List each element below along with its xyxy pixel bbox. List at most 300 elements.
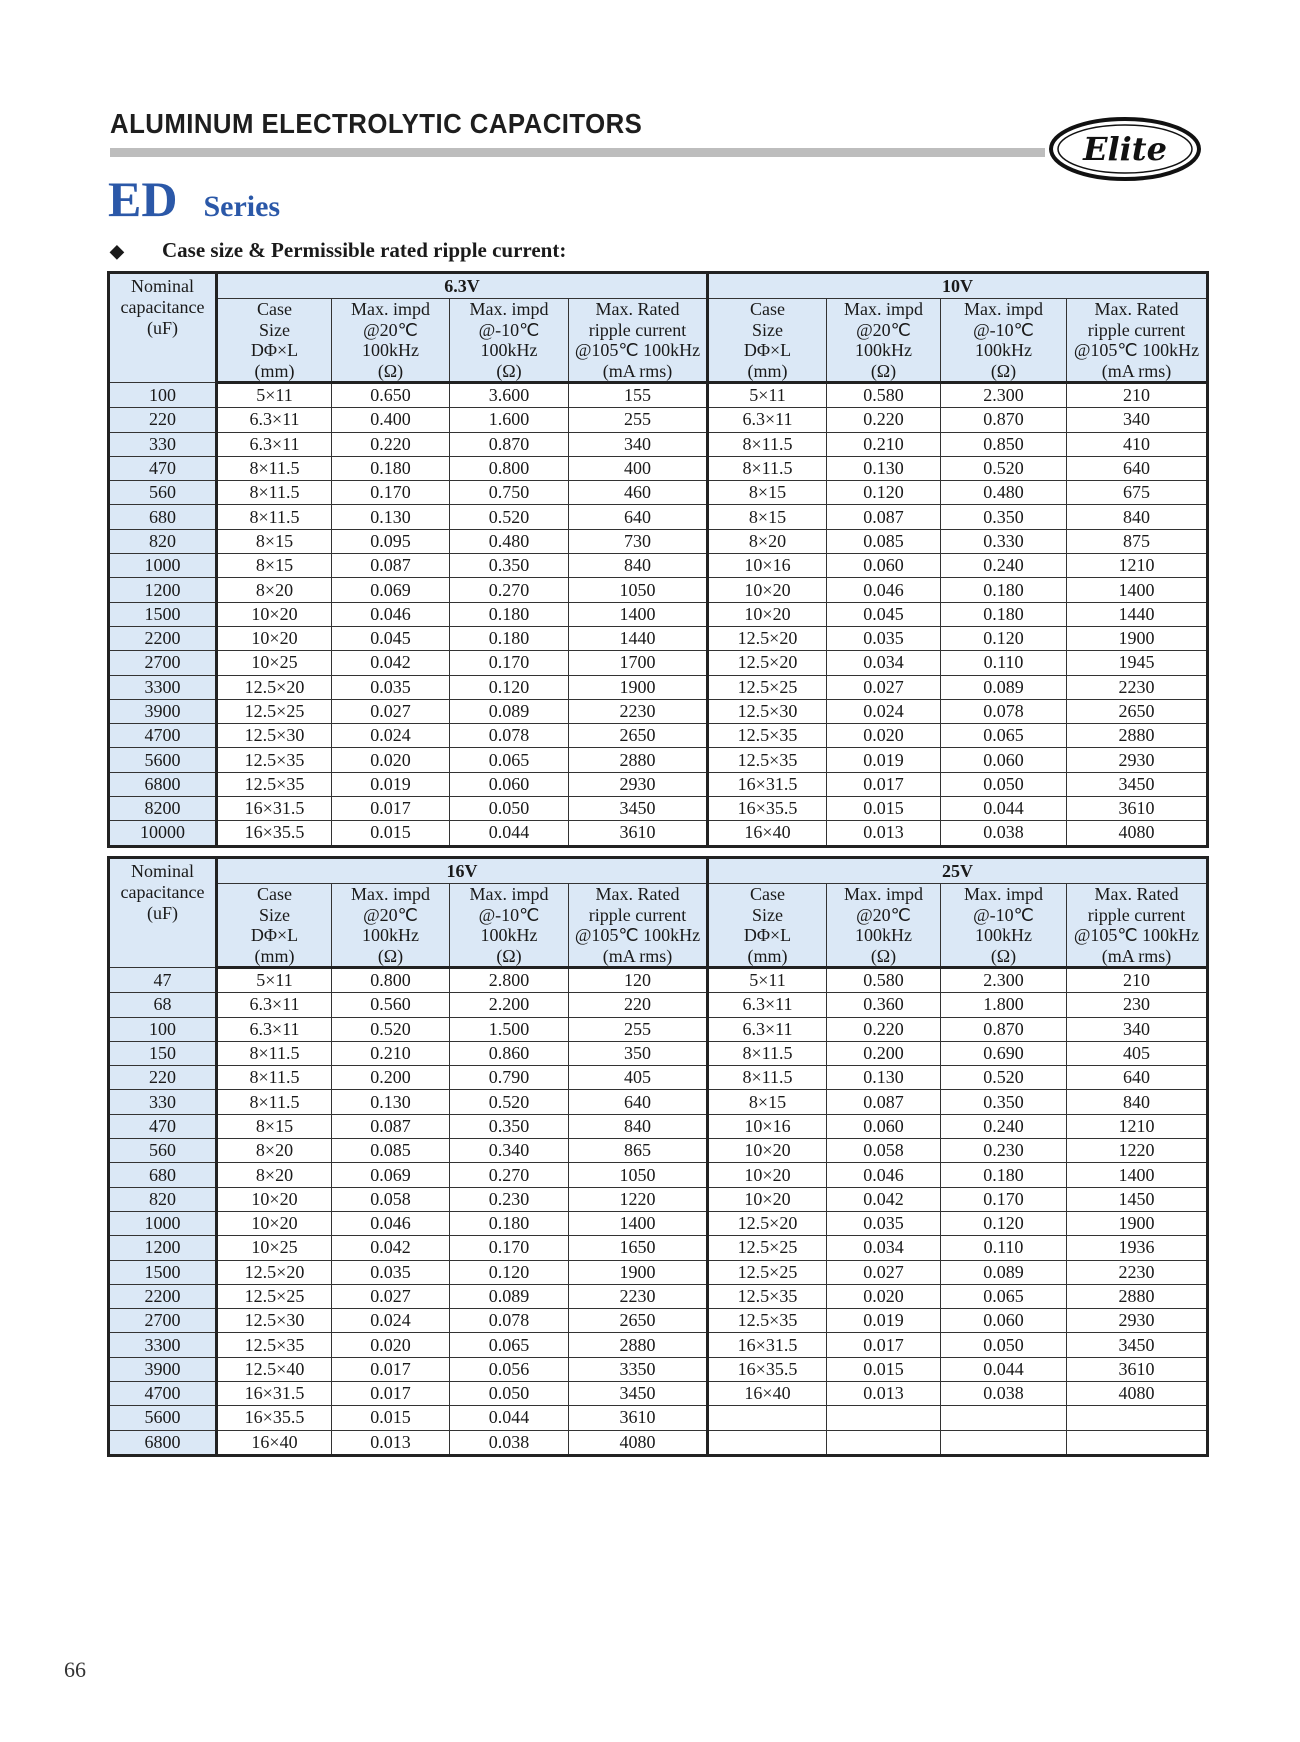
header-line: ripple current [588, 904, 687, 925]
voltage-header: 10V [708, 273, 1208, 299]
table-cell: 0.042 [332, 651, 450, 675]
table-row [109, 1357, 1208, 1381]
table-cell: 2230 [569, 1284, 708, 1308]
series-word: Series [203, 190, 281, 223]
table-cell: 0.056 [450, 1357, 569, 1381]
header-line: DΦ×L [743, 340, 792, 360]
table-row [109, 968, 1208, 993]
table-cell: 400 [569, 456, 708, 480]
table-cell: 3610 [1067, 1357, 1208, 1381]
table-cell: 0.180 [941, 1163, 1067, 1187]
table-cell: 0.089 [450, 699, 569, 723]
table-cell [708, 1430, 827, 1455]
header-line: Max. impd [844, 884, 923, 904]
table-cell: 10×25 [217, 1236, 332, 1260]
table-row [109, 1284, 1208, 1308]
table-cell: 840 [569, 554, 708, 578]
table-cell: 0.480 [941, 481, 1067, 505]
table-row [109, 432, 1208, 456]
spec-table-1 [107, 271, 1209, 848]
table-cell: 0.017 [827, 772, 941, 796]
header-line: @20℃ [856, 319, 911, 340]
table-cell: 5×11 [217, 968, 332, 993]
table-cell: 230 [1067, 993, 1208, 1017]
table-row [109, 651, 1208, 675]
table-cell: 0.230 [450, 1187, 569, 1211]
header-line: (mA rms) [1101, 945, 1172, 966]
header-line: Max. impd [844, 299, 923, 319]
table-cell: 6.3×11 [708, 408, 827, 432]
table-cell: 0.035 [827, 626, 941, 650]
capacitance-cell: 680 [109, 505, 217, 529]
table-cell: 0.065 [941, 1284, 1067, 1308]
table-cell: 10×20 [708, 1139, 827, 1163]
header-line: Max. impd [469, 299, 549, 319]
header-line: Case [750, 299, 785, 319]
table-cell: 6.3×11 [708, 1017, 827, 1041]
table-cell: 640 [1067, 456, 1208, 480]
table-cell: 8×11.5 [708, 1066, 827, 1090]
table-cell: 12.5×20 [708, 651, 827, 675]
table-cell: 8×11.5 [708, 456, 827, 480]
header-line: Size [752, 904, 783, 925]
table-cell: 255 [569, 1017, 708, 1041]
table-cell: 0.045 [332, 626, 450, 650]
table-cell: 12.5×35 [708, 1309, 827, 1333]
table-cell: 0.020 [332, 1333, 450, 1357]
header-line: 100kHz [975, 340, 1032, 360]
table-cell: 0.020 [827, 724, 941, 748]
section-title-text: Case size & Permissible rated ripple current: [162, 238, 567, 262]
impd-minus10c-header [941, 884, 1067, 968]
table-cell: 0.240 [941, 1114, 1067, 1138]
table-cell: 410 [1067, 432, 1208, 456]
table-cell: 0.058 [332, 1187, 450, 1211]
table-cell: 8×11.5 [217, 1066, 332, 1090]
table-cell: 0.065 [450, 748, 569, 772]
table-cell: 0.046 [332, 1211, 450, 1235]
case-size-header [708, 299, 827, 383]
table-row [109, 772, 1208, 796]
table-cell: 0.210 [827, 432, 941, 456]
table-cell: 12.5×35 [217, 772, 332, 796]
table-cell: 0.046 [827, 1163, 941, 1187]
table-cell: 3610 [569, 821, 708, 846]
table-row [109, 675, 1208, 699]
table-cell: 0.060 [941, 748, 1067, 772]
capacitance-cell: 2200 [109, 626, 217, 650]
capacitance-cell: 220 [109, 1066, 217, 1090]
table-cell [941, 1406, 1067, 1430]
table-cell: 2230 [1067, 675, 1208, 699]
table-cell: 0.400 [332, 408, 450, 432]
table-cell: 0.520 [450, 505, 569, 529]
table-cell: 1.600 [450, 408, 569, 432]
table-cell: 2880 [569, 748, 708, 772]
header-rule [110, 148, 1045, 157]
table-cell: 1450 [1067, 1187, 1208, 1211]
table-cell: 0.180 [450, 602, 569, 626]
table-cell: 0.020 [827, 1284, 941, 1308]
table-cell: 0.017 [827, 1333, 941, 1357]
table-cell: 210 [1067, 968, 1208, 993]
header-line: (Ω) [870, 945, 897, 966]
table-cell: 0.800 [450, 456, 569, 480]
table-cell: 3350 [569, 1357, 708, 1381]
table-cell: 0.019 [827, 1309, 941, 1333]
table-cell: 6.3×11 [217, 408, 332, 432]
header-line: Max. impd [351, 299, 430, 319]
table-row [109, 797, 1208, 821]
table-cell: 10×20 [217, 1211, 332, 1235]
table-cell: 0.200 [827, 1041, 941, 1065]
header-line: Max. impd [351, 884, 430, 904]
table-cell: 8×11.5 [217, 1041, 332, 1065]
table-cell: 0.220 [827, 408, 941, 432]
table-row [109, 481, 1208, 505]
table-cell [708, 1406, 827, 1430]
table-row [109, 626, 1208, 650]
table-cell: 0.027 [827, 675, 941, 699]
table-row [109, 383, 1208, 408]
table-row [109, 456, 1208, 480]
section-title [110, 238, 566, 263]
table-cell: 8×15 [217, 529, 332, 553]
table-cell: 16×35.5 [708, 1357, 827, 1381]
table-cell: 1900 [1067, 626, 1208, 650]
series-code: ED [108, 171, 178, 227]
table-row [109, 408, 1208, 432]
table-cell: 1210 [1067, 554, 1208, 578]
header-line: Case [257, 884, 292, 904]
header-line: Max. Rated [1094, 299, 1179, 319]
capacitance-cell: 100 [109, 1017, 217, 1041]
capacitance-cell: 680 [109, 1163, 217, 1187]
header-line: @-10℃ [973, 319, 1034, 340]
table-cell: 1900 [569, 1260, 708, 1284]
table-cell: 0.044 [941, 797, 1067, 821]
table-cell: 0.520 [332, 1017, 450, 1041]
header-line: 100kHz [975, 925, 1032, 945]
table-row [109, 1211, 1208, 1235]
table-cell: 8×15 [708, 481, 827, 505]
table-cell: 16×35.5 [217, 1406, 332, 1430]
elite-logo [1048, 116, 1203, 182]
table-cell: 0.210 [332, 1041, 450, 1065]
table-cell: 1440 [1067, 602, 1208, 626]
table-cell: 1050 [569, 578, 708, 602]
table-cell: 210 [1067, 383, 1208, 408]
table-cell: 0.580 [827, 383, 941, 408]
table-cell: 0.058 [827, 1139, 941, 1163]
table-cell: 340 [1067, 408, 1208, 432]
table-cell: 0.020 [332, 748, 450, 772]
table-cell: 0.220 [827, 1017, 941, 1041]
table-cell: 0.050 [450, 797, 569, 821]
table-row [109, 699, 1208, 723]
table-cell: 16×31.5 [217, 797, 332, 821]
table-cell: 0.120 [941, 626, 1067, 650]
table-cell: 0.060 [450, 772, 569, 796]
table-cell: 405 [569, 1066, 708, 1090]
table-cell: 0.690 [941, 1041, 1067, 1065]
table-cell: 0.035 [827, 1211, 941, 1235]
table-row [109, 1017, 1208, 1041]
table-cell: 0.180 [941, 578, 1067, 602]
capacitance-cell: 4700 [109, 1382, 217, 1406]
header-line: Max. impd [469, 884, 549, 904]
table-cell: 0.046 [332, 602, 450, 626]
table-row [109, 1309, 1208, 1333]
table-cell: 0.038 [941, 821, 1067, 846]
header-line: 100kHz [855, 925, 912, 945]
table-cell: 0.017 [332, 797, 450, 821]
table-cell: 2230 [1067, 1260, 1208, 1284]
header-line: capacitance [120, 297, 205, 317]
header-line: @105℃ 100kHz [1073, 340, 1200, 360]
table-cell: 1945 [1067, 651, 1208, 675]
table-cell: 0.089 [941, 675, 1067, 699]
table-cell: 0.087 [827, 1090, 941, 1114]
table-cell: 1220 [569, 1187, 708, 1211]
table-cell: 16×31.5 [217, 1382, 332, 1406]
table-cell: 2650 [569, 724, 708, 748]
table-cell: 0.087 [827, 505, 941, 529]
table-cell: 16×40 [708, 821, 827, 846]
table-cell: 120 [569, 968, 708, 993]
table-cell: 0.360 [827, 993, 941, 1017]
table-cell: 0.027 [827, 1260, 941, 1284]
impd-minus10c-header [450, 299, 569, 383]
header-line: Case [257, 299, 292, 319]
table-cell: 2930 [1067, 748, 1208, 772]
table-cell: 0.860 [450, 1041, 569, 1065]
table-cell: 0.130 [332, 1090, 450, 1114]
table-cell: 0.350 [941, 1090, 1067, 1114]
capacitance-cell: 3900 [109, 1357, 217, 1381]
capacitance-cell: 47 [109, 968, 217, 993]
table-cell: 1220 [1067, 1139, 1208, 1163]
table-row [109, 529, 1208, 553]
capacitance-cell: 10000 [109, 821, 217, 846]
table-cell: 4080 [1067, 1382, 1208, 1406]
header-line: (Ω) [870, 360, 897, 381]
table-cell: 3450 [569, 1382, 708, 1406]
table-cell: 1650 [569, 1236, 708, 1260]
capacitance-cell: 820 [109, 1187, 217, 1211]
table-cell: 12.5×40 [217, 1357, 332, 1381]
table-cell: 10×16 [708, 1114, 827, 1138]
diamond-bullet-icon: ◆ [110, 241, 124, 261]
table-cell: 0.078 [450, 724, 569, 748]
table-row [109, 1260, 1208, 1284]
table-cell: 1400 [569, 1211, 708, 1235]
capacitance-cell: 220 [109, 408, 217, 432]
table-cell: 0.027 [332, 1284, 450, 1308]
table-cell: 3450 [569, 797, 708, 821]
header-line: (Ω) [377, 360, 404, 381]
table-cell: 1400 [569, 602, 708, 626]
capacitance-cell: 1200 [109, 578, 217, 602]
table-cell: 0.042 [332, 1236, 450, 1260]
table-cell: 0.038 [450, 1430, 569, 1455]
capacitance-cell: 1000 [109, 1211, 217, 1235]
capacitance-cell: 1200 [109, 1236, 217, 1260]
table-row [109, 1430, 1208, 1455]
nominal-capacitance-header [109, 273, 217, 383]
table-row [109, 1236, 1208, 1260]
table-cell [827, 1430, 941, 1455]
table-cell: 0.850 [941, 432, 1067, 456]
table-cell: 12.5×35 [708, 1284, 827, 1308]
header-line: (mm) [747, 360, 788, 381]
table-cell: 10×20 [708, 578, 827, 602]
header-line: Nominal [131, 276, 194, 296]
table-cell: 0.017 [332, 1382, 450, 1406]
table-cell: 0.085 [827, 529, 941, 553]
table-cell: 12.5×25 [708, 1260, 827, 1284]
table-cell: 16×35.5 [708, 797, 827, 821]
table-cell: 2880 [1067, 724, 1208, 748]
table-cell: 0.065 [941, 724, 1067, 748]
table-cell: 12.5×20 [217, 1260, 332, 1284]
table-cell: 12.5×25 [217, 699, 332, 723]
header-line: 100kHz [362, 925, 419, 945]
spec-table-2 [107, 856, 1209, 1457]
table-cell: 0.015 [827, 797, 941, 821]
header-line: Max. Rated [595, 884, 680, 904]
table-cell: 16×40 [217, 1430, 332, 1455]
table-cell: 0.520 [941, 1066, 1067, 1090]
capacitance-cell: 2700 [109, 1309, 217, 1333]
table-cell: 640 [569, 1090, 708, 1114]
table-row [109, 1090, 1208, 1114]
table-cell: 2.800 [450, 968, 569, 993]
table-cell: 0.013 [332, 1430, 450, 1455]
header-line: (mA rms) [602, 945, 673, 966]
table-cell: 0.078 [941, 699, 1067, 723]
table-cell: 2230 [569, 699, 708, 723]
table-cell: 340 [1067, 1017, 1208, 1041]
header-line: ripple current [1087, 904, 1186, 925]
table-cell: 0.110 [941, 1236, 1067, 1260]
table-cell: 0.330 [941, 529, 1067, 553]
table-cell: 0.060 [827, 554, 941, 578]
table-cell: 1400 [1067, 578, 1208, 602]
table-cell: 220 [569, 993, 708, 1017]
table-cell: 10×16 [708, 554, 827, 578]
table-cell: 10×20 [217, 1187, 332, 1211]
table-cell: 2930 [1067, 1309, 1208, 1333]
nominal-capacitance-header [109, 858, 217, 968]
table-cell: 4080 [569, 1430, 708, 1455]
table-cell: 0.650 [332, 383, 450, 408]
table-cell: 1936 [1067, 1236, 1208, 1260]
table-row [109, 821, 1208, 846]
table-cell: 875 [1067, 529, 1208, 553]
table-cell: 0.200 [332, 1066, 450, 1090]
header-line: Max. impd [964, 299, 1043, 319]
table-cell: 0.060 [941, 1309, 1067, 1333]
table-cell: 12.5×20 [708, 1211, 827, 1235]
header-line: ripple current [588, 319, 687, 340]
table-cell: 8×11.5 [708, 432, 827, 456]
table-cell: 0.013 [827, 821, 941, 846]
table-cell: 2.200 [450, 993, 569, 1017]
table-cell: 1.800 [941, 993, 1067, 1017]
table-cell: 10×20 [708, 1187, 827, 1211]
table-cell: 0.050 [941, 772, 1067, 796]
table-cell: 12.5×25 [217, 1284, 332, 1308]
table-cell: 12.5×30 [217, 724, 332, 748]
table-cell: 0.017 [332, 1357, 450, 1381]
table-cell: 0.240 [941, 554, 1067, 578]
capacitance-cell: 1500 [109, 602, 217, 626]
table-cell: 2880 [1067, 1284, 1208, 1308]
table-cell: 0.180 [941, 602, 1067, 626]
table-cell: 0.019 [827, 748, 941, 772]
table-cell: 640 [1067, 1066, 1208, 1090]
table-cell: 0.870 [450, 432, 569, 456]
table-cell: 0.019 [332, 772, 450, 796]
table-cell: 0.050 [941, 1333, 1067, 1357]
table-cell: 2880 [569, 1333, 708, 1357]
header-line: (mm) [254, 360, 295, 381]
table-cell: 8×15 [708, 505, 827, 529]
table-cell: 3450 [1067, 772, 1208, 796]
table-row [109, 1163, 1208, 1187]
ripple-current-header [1067, 299, 1208, 383]
header-line: DΦ×L [250, 340, 299, 360]
page-header-title: ALUMINUM ELECTROLYTIC CAPACITORS [110, 108, 643, 139]
table-cell: 6.3×11 [217, 1017, 332, 1041]
capacitance-cell: 5600 [109, 1406, 217, 1430]
table-cell: 155 [569, 383, 708, 408]
table-cell: 5×11 [217, 383, 332, 408]
series-title [108, 170, 280, 228]
table-cell: 0.089 [941, 1260, 1067, 1284]
table-cell: 10×20 [708, 602, 827, 626]
table-cell: 0.270 [450, 1163, 569, 1187]
impd-20c-header [332, 299, 450, 383]
header-line: Max. Rated [1094, 884, 1179, 904]
table-cell [1067, 1430, 1208, 1455]
table-cell: 0.180 [332, 456, 450, 480]
table-cell: 10×20 [708, 1163, 827, 1187]
header-line: @-10℃ [478, 319, 540, 340]
header-line: Max. impd [964, 884, 1043, 904]
capacitance-cell: 470 [109, 456, 217, 480]
table-cell: 0.069 [332, 578, 450, 602]
table-cell: 0.520 [450, 1090, 569, 1114]
header-line: @105℃ 100kHz [574, 340, 701, 360]
header-line: (Ω) [990, 360, 1017, 381]
table-cell: 2.300 [941, 968, 1067, 993]
table-row [109, 505, 1208, 529]
capacitance-cell: 1500 [109, 1260, 217, 1284]
table-cell: 405 [1067, 1041, 1208, 1065]
capacitance-cell: 6800 [109, 772, 217, 796]
header-line: (Ω) [377, 945, 404, 966]
table-cell: 0.750 [450, 481, 569, 505]
table-cell: 12.5×20 [217, 675, 332, 699]
table-cell: 0.044 [450, 1406, 569, 1430]
table-row [109, 1333, 1208, 1357]
table-cell: 0.560 [332, 993, 450, 1017]
table-cell: 8×11.5 [217, 456, 332, 480]
header-line: (mA rms) [602, 360, 673, 381]
table-cell: 0.044 [450, 821, 569, 846]
